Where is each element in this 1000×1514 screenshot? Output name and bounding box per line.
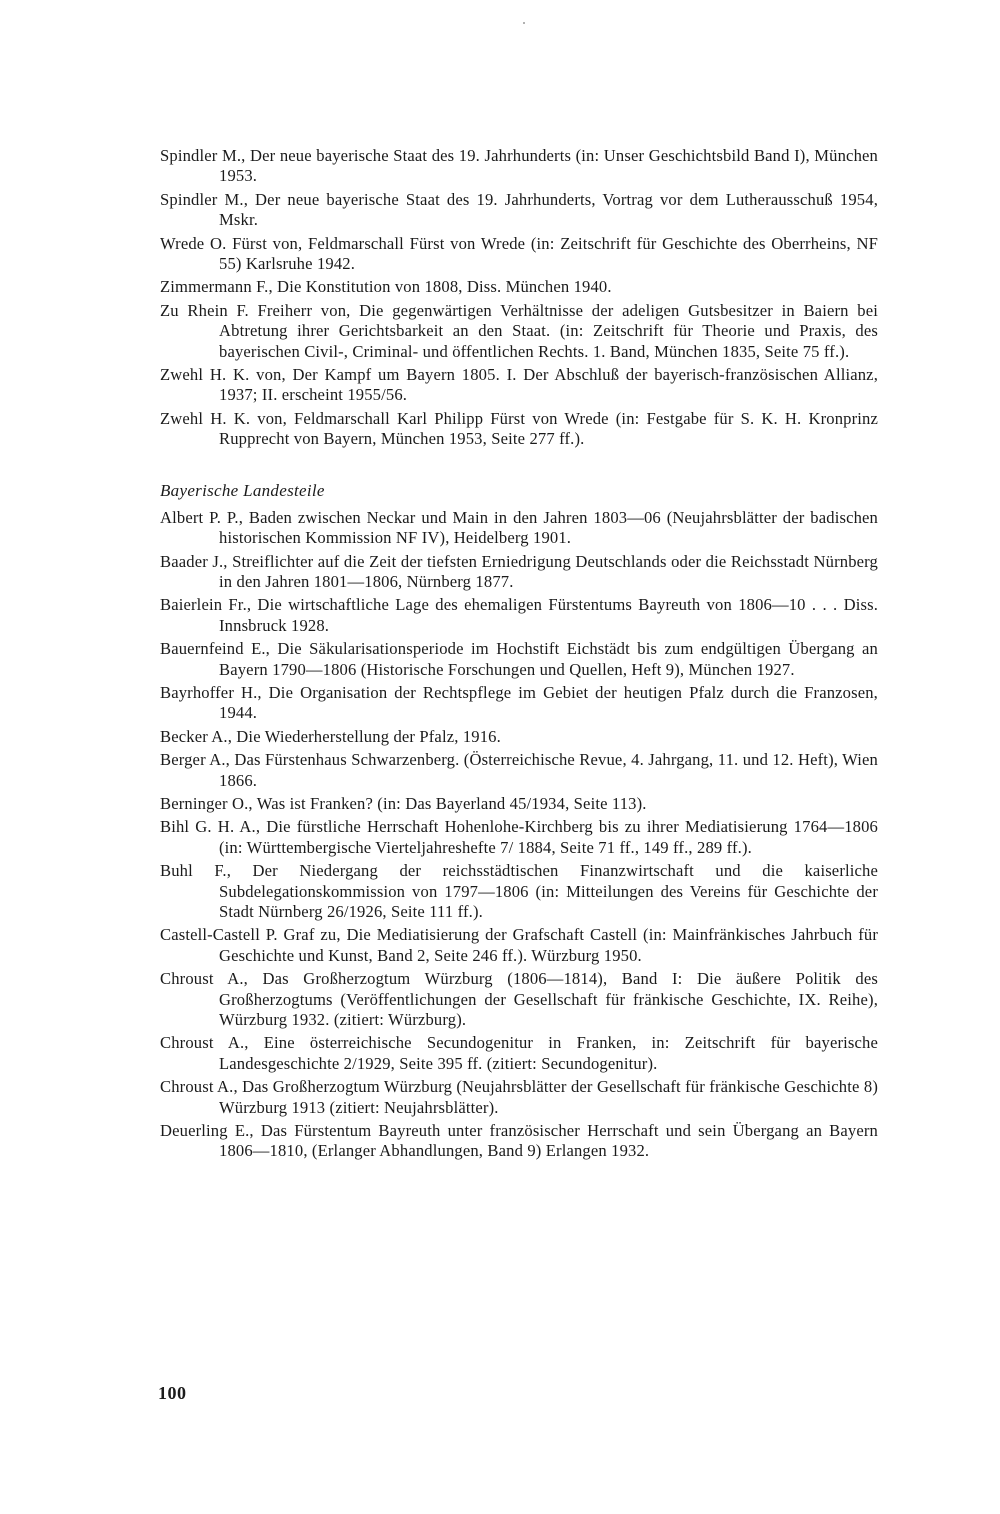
bibliography-entry: Zwehl H. K. von, Feldmarschall Karl Philipp Fürst von Wrede (in: Festgabe für S. K. H. Kronprinz Rupprecht von Bayern, München 1953, Seite 277 ff.). xyxy=(160,408,878,449)
bibliography-entry: Spindler M., Der neue bayerische Staat des 19. Jahrhunderts, Vortrag vor dem Lutherausschuß 1954, Mskr. xyxy=(160,189,878,230)
bibliography-entry: Deuerling E., Das Fürstentum Bayreuth unter französischer Herrschaft und sein Übergang an Bayern 1806—1810, (Erlanger Abhandlungen, Band 9) Erlangen 1932. xyxy=(160,1121,878,1161)
bibliography-entry: Berninger O., Was ist Franken? (in: Das Bayerland 45/1934, Seite 113). xyxy=(160,793,647,813)
bibliography-entry: Zimmermann F., Die Konstitution von 1808, Diss. München 1940. xyxy=(160,277,612,297)
bibliography-page xyxy=(160,146,878,1165)
bibliography-entry: Chroust A., Das Großherzogtum Würzburg (1806—1814), Band I: Die äußere Politik des Großherzogtums (Veröffentlichungen der Gesellschaft für fränkische Geschichte, IX. Reihe), Würzburg 1932. (zitiert: Würzburg). xyxy=(160,969,878,1030)
page-number: 100 xyxy=(158,1383,187,1403)
scan-speck xyxy=(523,22,525,24)
bibliography-entry: Zu Rhein F. Freiherr von, Die gegenwärtigen Verhältnisse der adeligen Gutsbesitzer in Baiern bei Abtretung ihrer Gerichtsbarkeit an den Staat. (in: Zeitschrift für Theorie und Praxis, des bayerischen Civil-, Criminal- und öffentlichen Rechts. 1. Band, München 1835, Seite 75 ff.). xyxy=(160,300,878,361)
bibliography-entry: Albert P. P., Baden zwischen Neckar und Main in den Jahren 1803—06 (Neujahrsblätter der badischen historischen Kommission NF IV), Heidelberg 1901. xyxy=(160,507,878,548)
bibliography-entry: Becker A., Die Wiederherstellung der Pfalz, 1916. xyxy=(160,726,501,746)
bibliography-list-section xyxy=(160,508,878,1162)
bibliography-entry: Baader J., Streiflichter auf die Zeit der tiefsten Erniedrigung Deutschlands oder die Reichsstadt Nürnberg in den Jahren 1801—1806, Nürnberg 1877. xyxy=(160,551,878,591)
bibliography-entry: Buhl F., Der Niedergang der reichsstädtischen Finanzwirtschaft und die kaiserliche Subdelegationskommission von 1797—1806 (in: Mitteilungen des Vereins für Geschichte der Stadt Nürnberg 26/1926, Seite 111 ff.). xyxy=(160,861,878,921)
bibliography-entry: Baierlein Fr., Die wirtschaftliche Lage des ehemaligen Fürstentums Bayreuth von 1806—10 . . . Diss. Innsbruck 1928. xyxy=(160,595,878,635)
section-heading: Bayerische Landesteile xyxy=(160,480,325,500)
bibliography-entry: Berger A., Das Fürstenhaus Schwarzenberg. (Österreichische Revue, 4. Jahrgang, 11. und 12. Heft), Wien 1866. xyxy=(160,750,878,790)
bibliography-entry: Zwehl H. K. von, Der Kampf um Bayern 1805. I. Der Abschluß der bayerisch-französischen Allianz, 1937; II. erscheint 1955/56. xyxy=(160,365,878,405)
bibliography-entry: Bayrhoffer H., Die Organisation der Rechtspflege im Gebiet der heutigen Pfalz durch die Franzosen, 1944. xyxy=(160,682,878,723)
bibliography-entry: Wrede O. Fürst von, Feldmarschall Fürst von Wrede (in: Zeitschrift für Geschichte des Oberrheins, NF 55) Karlsruhe 1942. xyxy=(160,233,878,274)
bibliography-list-top xyxy=(160,146,878,450)
bibliography-entry: Spindler M., Der neue bayerische Staat des 19. Jahrhunderts (in: Unser Geschichtsbild Band I), München 1953. xyxy=(160,146,878,186)
bibliography-entry: Chroust A., Eine österreichische Secundogenitur in Franken, in: Zeitschrift für bayerische Landesgeschichte 2/1929, Seite 395 ff. (zitiert: Secundogenitur). xyxy=(160,1033,878,1073)
bibliography-entry: Bauernfeind E., Die Säkularisationsperiode im Hochstift Eichstädt bis zum endgültigen Übergang an Bayern 1790—1806 (Historische Forschungen und Quellen, Heft 9), München 1927. xyxy=(160,639,878,679)
bibliography-entry: Bihl G. H. A., Die fürstliche Herrschaft Hohenlohe-Kirchberg bis zu ihrer Mediatisierung 1764—1806 (in: Württembergische Vierteljahreshefte 7/ 1884, Seite 71 ff., 149 ff., 289 ff.). xyxy=(160,817,878,857)
bibliography-entry: Castell-Castell P. Graf zu, Die Mediatisierung der Grafschaft Castell (in: Mainfränkisches Jahrbuch für Geschichte und Kunst, Band 2, Seite 246 ff.). Würzburg 1950. xyxy=(160,925,878,965)
bibliography-entry: Chroust A., Das Großherzogtum Würzburg (Neujahrsblätter der Gesellschaft für fränkische Geschichte 8) Würzburg 1913 (zitiert: Neujahrsblätter). xyxy=(160,1077,878,1117)
